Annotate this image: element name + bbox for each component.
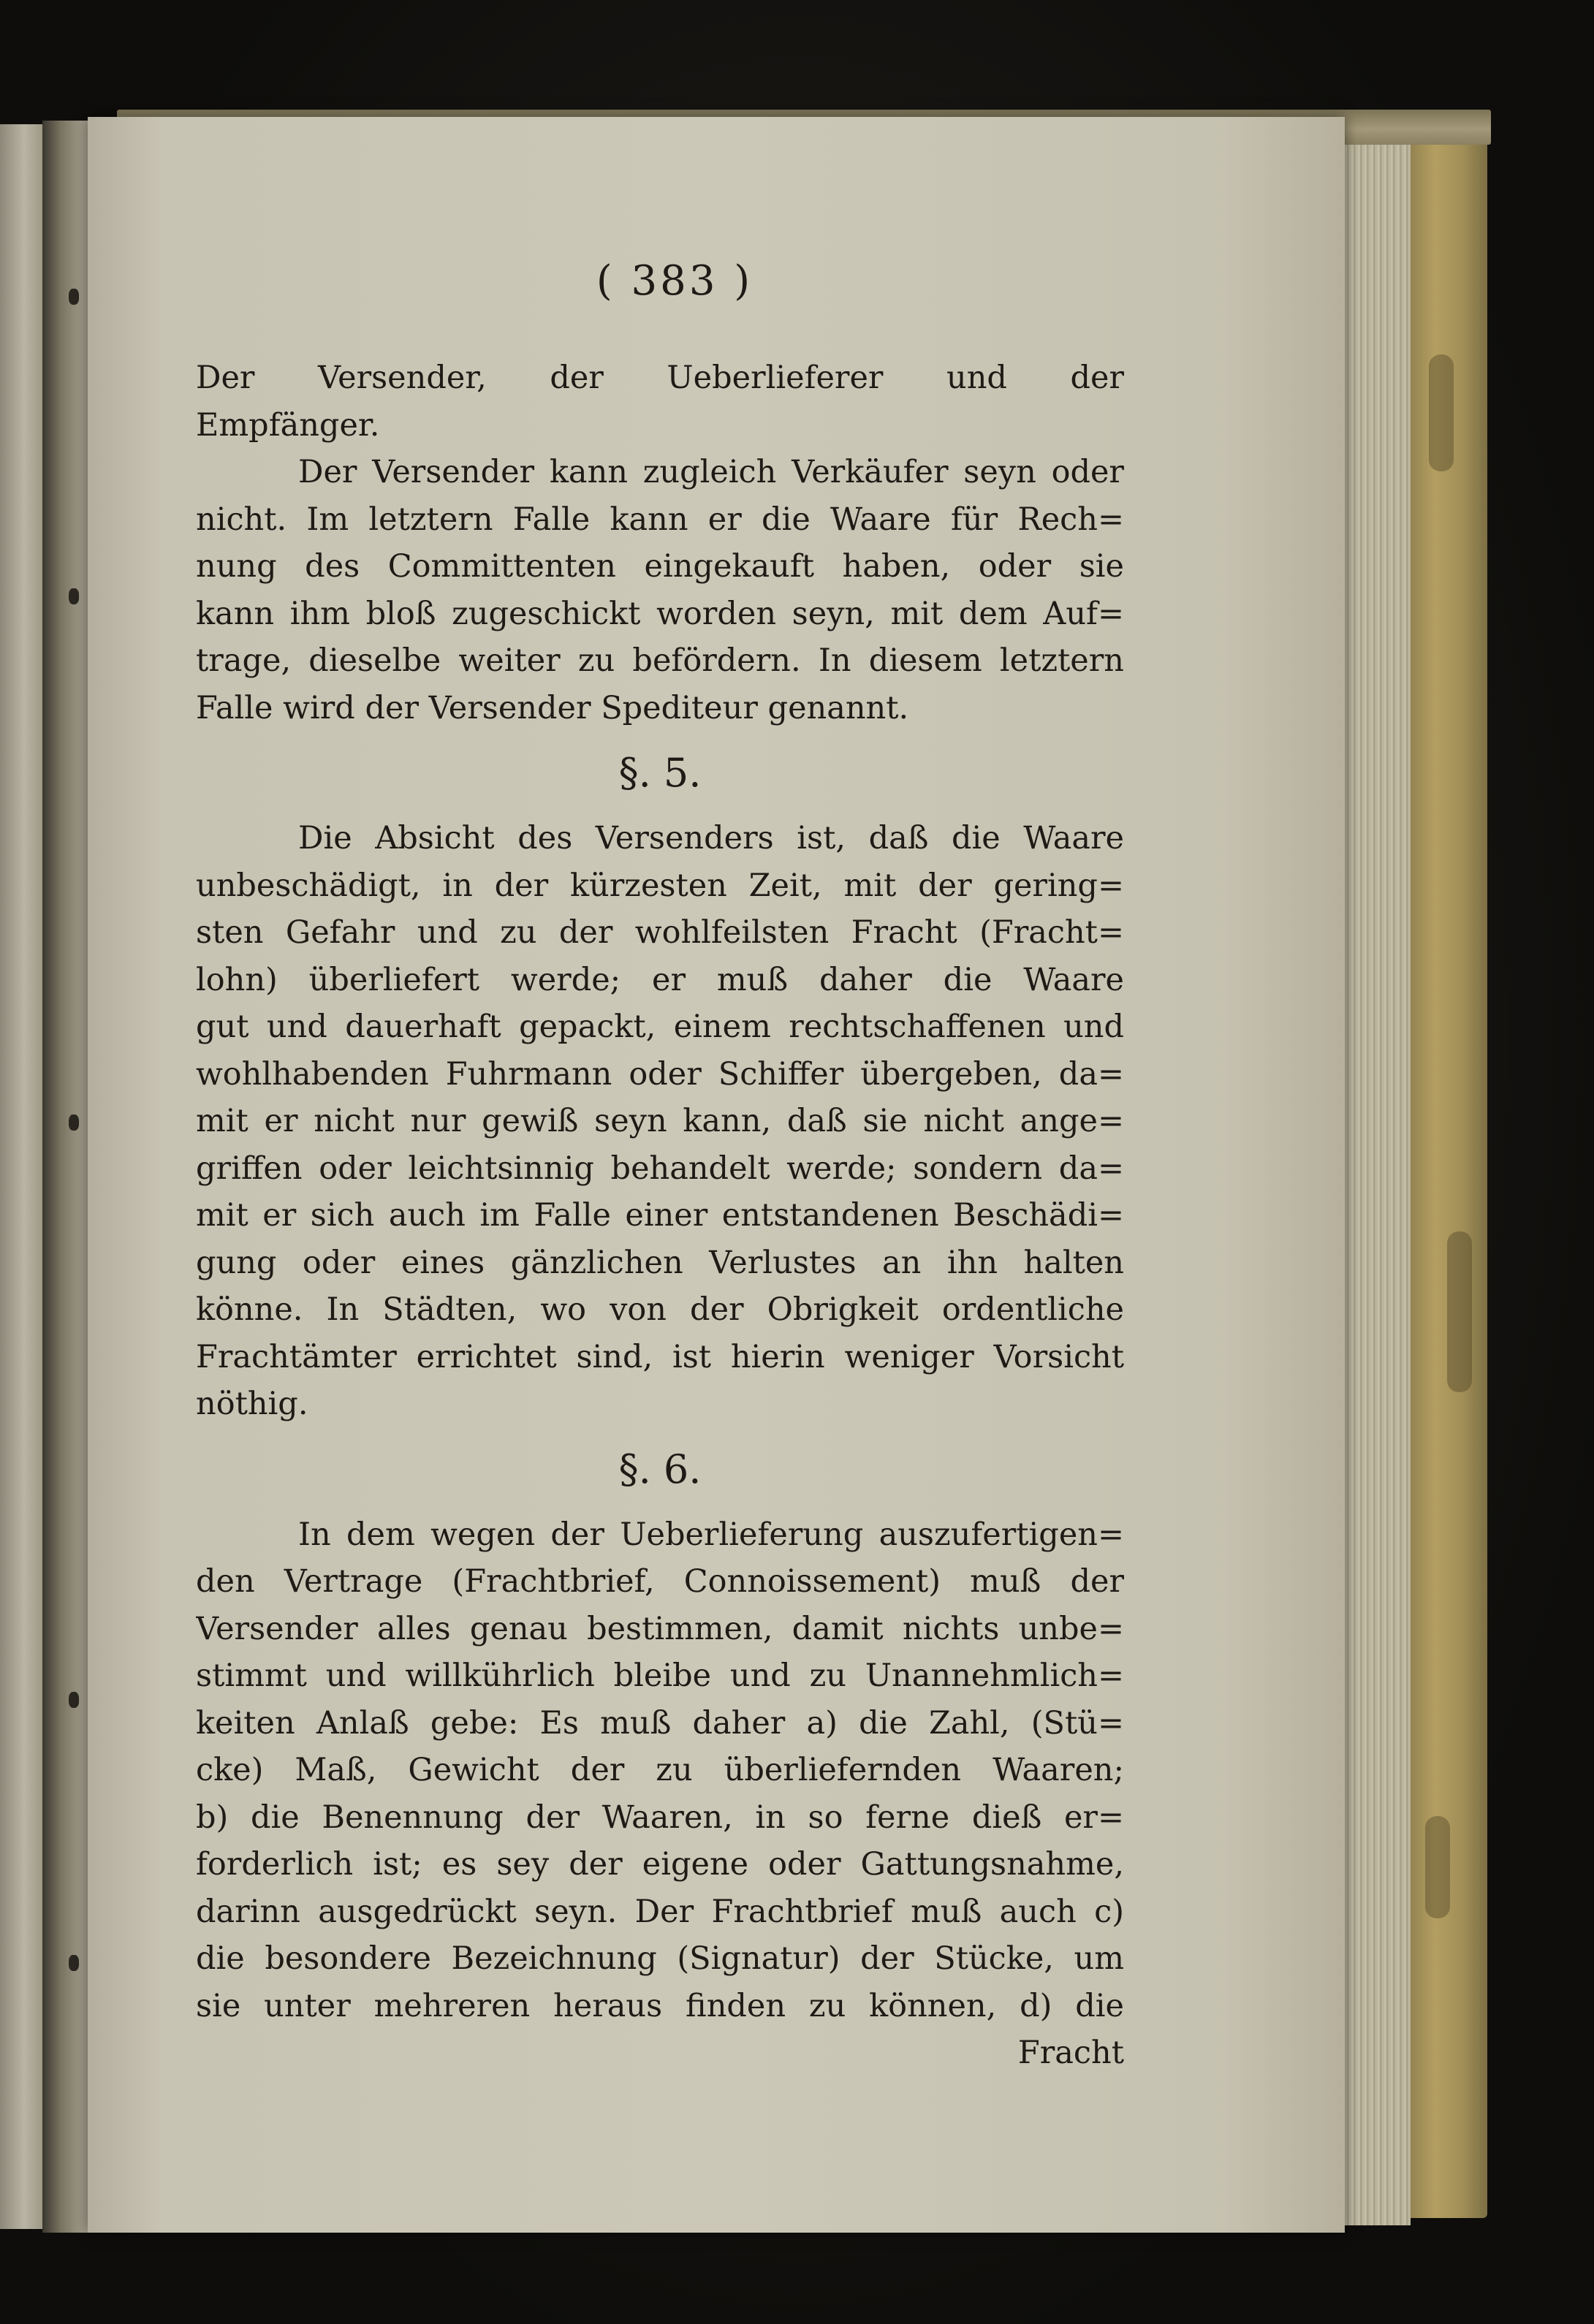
- text-line: kann ihm bloß zugeschickt worden seyn, mit dem Auf=: [196, 595, 1124, 632]
- text-line: unbeschädigt, in der kürzesten Zeit, mit der gering=: [196, 867, 1124, 904]
- catchword: Fracht: [1017, 2035, 1124, 2071]
- text-line: den Vertrage (Frachtbrief, Connoissement) muß der: [196, 1563, 1124, 1600]
- section-heading-6: §. 6.: [618, 1446, 702, 1492]
- text-line: In dem wegen der Ueberlieferung auszufertigen=: [298, 1516, 1124, 1553]
- text-line: mit er nicht nur gewiß seyn kann, daß sie nicht ange=: [196, 1103, 1124, 1139]
- text-line: mit er sich auch im Falle einer entstandenen Beschädi=: [196, 1197, 1124, 1234]
- text-line: die besondere Bezeichnung (Signatur) der Stücke, um: [196, 1940, 1124, 1977]
- page-text: [196, 252, 1124, 2077]
- text-line: cke) Maß, Gewicht der zu überliefernden Waaren;: [196, 1752, 1124, 1788]
- text-line: Empfänger.: [196, 406, 380, 444]
- text-line: lohn) überliefert werde; er muß daher die Waare: [196, 961, 1124, 998]
- page-number: ( 383 ): [596, 257, 754, 305]
- gutter-mark: [69, 289, 79, 305]
- text-line: griffen oder leichtsinnig behandelt werde; sondern da=: [196, 1150, 1124, 1187]
- text-line: trage, dieselbe weiter zu befördern. In diesem letztern: [196, 642, 1124, 679]
- text-line: gung oder eines gänzlichen Verlustes an ihn halten: [196, 1244, 1124, 1281]
- text-line: sie unter mehreren heraus finden zu können, d) die: [196, 1987, 1124, 2024]
- paragraph-vertrag: [196, 1511, 1124, 2030]
- cover-stain: [1429, 354, 1454, 471]
- text-line: forderlich ist; es sey der eigene oder Gattungsnahme,: [196, 1846, 1124, 1883]
- previous-page-edge: [0, 124, 44, 2229]
- paragraph-absicht: [196, 815, 1124, 1428]
- cover-stain: [1447, 1231, 1472, 1392]
- gutter-mark: [69, 1692, 79, 1708]
- text-line: Versender alles genau bestimmen, damit nichts unbe=: [196, 1610, 1124, 1647]
- gutter-mark: [69, 1955, 79, 1971]
- text-line: sten Gefahr und zu der wohlfeilsten Fracht (Fracht=: [196, 914, 1124, 951]
- text-line: b) die Benennung der Waaren, in so ferne dieß er=: [196, 1799, 1124, 1836]
- text-line: Der Versender kann zugleich Verkäufer seyn oder: [298, 454, 1124, 490]
- book-gutter: [42, 121, 94, 2233]
- gutter-mark: [69, 588, 79, 604]
- text-line: nung des Committenten eingekauft haben, oder sie: [196, 548, 1124, 585]
- text-line: Die Absicht des Versenders ist, daß die Waare: [298, 820, 1124, 857]
- text-line: Frachtämter errichtet sind, ist hierin weniger Vorsicht: [196, 1338, 1124, 1375]
- text-line: darinn ausgedrückt seyn. Der Frachtbrief muß auch c): [196, 1893, 1124, 1930]
- text-line: gut und dauerhaft gepackt, einem rechtschaffenen und: [196, 1009, 1124, 1045]
- intro-lines: [196, 354, 1124, 449]
- text-line: stimmt und willkührlich bleibe und zu Unannehmlich=: [196, 1657, 1124, 1694]
- gutter-mark: [69, 1114, 79, 1131]
- section-heading-5: §. 5.: [618, 750, 702, 796]
- text-line: Der Versender, der Ueberlieferer und der: [196, 360, 1124, 396]
- cover-stain: [1425, 1816, 1450, 1918]
- text-line: nöthig.: [196, 1386, 308, 1422]
- book-cover-right: [1407, 135, 1487, 2218]
- text-line: Falle wird der Versender Spediteur genannt.: [196, 689, 909, 726]
- text-line: nicht. Im letztern Falle kann er die Waare für Rech=: [196, 501, 1124, 538]
- text-line: keiten Anlaß gebe: Es muß daher a) die Zahl, (Stü=: [196, 1704, 1124, 1742]
- paragraph-versender: [196, 449, 1124, 732]
- text-line: könne. In Städten, wo von der Obrigkeit ordentliche: [196, 1291, 1124, 1328]
- text-line: wohlhabenden Fuhrmann oder Schiffer übergeben, da=: [196, 1055, 1124, 1093]
